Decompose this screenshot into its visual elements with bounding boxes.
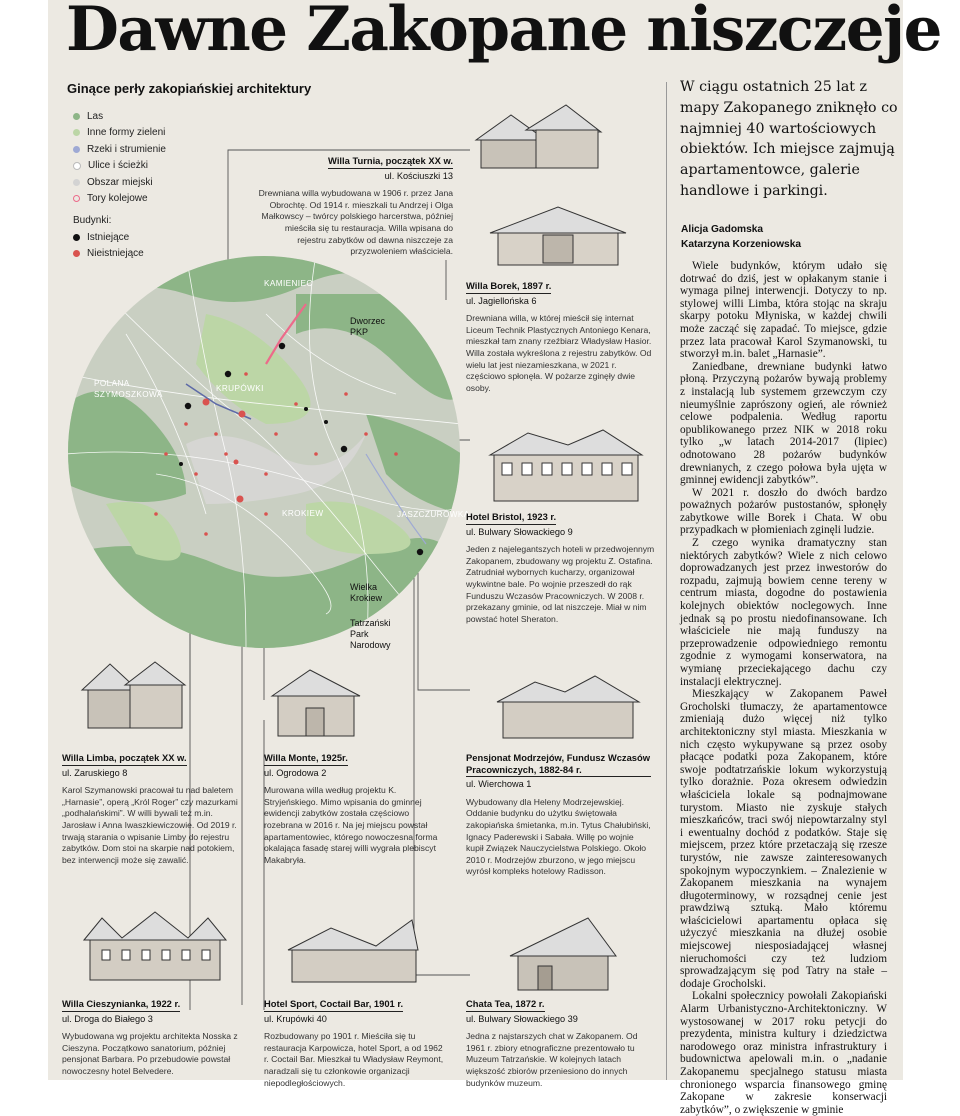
entry-text: Karol Szymanowski pracował tu nad baletem „Harnasie”, operą „Król Roger” czy mazurkami „podhalańskimi”. W willi bywali też m.in. Jarosław i Anna Iwaszkiewiczowie. Od 2019 r. trwają starania o wpisanie Limby do rejestru zabytków. Dom stoi na skarpie nad potokiem, bez interwencji może się zawalić.	[62, 785, 238, 865]
entry-willa-borek	[466, 280, 654, 394]
illustration-cieszynianka	[82, 910, 228, 984]
lead-paragraph: W ciągu ostatnich 25 lat z mapy Zakopanego zniknęło co najmniej 40 wartościowych obiektów. Ich miejsce zajmują apartamentowce, galerie handlowe i parkingi.	[680, 79, 898, 199]
map-label-krupowki: KRUPÓWKI	[216, 384, 264, 393]
entry-address: ul. Droga do Białego 3	[62, 1013, 153, 1024]
city-map	[66, 254, 462, 650]
entry-hotel-sport	[264, 998, 449, 1089]
legend-label: Obszar miejski	[87, 176, 153, 188]
entry-text: Murowana willa według projektu K. Stryjeńskiego. Mimo wpisania do gminnej ewidencji zabytków została częściowo rozebrana w 2016 r. Na jej miejscu powstał apartamentowiec, którego nowoczesna forma okalająca fasadę starej willi wygrała plebiscyt Makabryła.	[264, 785, 438, 865]
entry-address: ul. Wierchowa 1	[466, 779, 532, 790]
article-paragraph: Wiele budynków, którym udało się dotrwać do dziś, jest w opłakanym stanie i wymaga pilnej interwencji. Dotyczy to np. stylowej willi Limba, która stojąc na skraju skarpy potoku Młyniska, w każdej chwili może zacząć się zapadać. To miejsce, gdzie przez lata pracował Karol Szymanowski, tu stworzył m.in. balet „Harnasie”.	[680, 260, 887, 361]
callout-krokiew: Wielka Krokiew	[350, 582, 383, 603]
article-paragraph: W 2021 r. doszło do dwóch bardzo poważnych pożarów pustostanów, spłonęły zabytkowe wille Borek i Chata. W obu przypadkach w płomieniach zginęli ludzie.	[680, 486, 887, 537]
illustration-modrzejow	[495, 672, 641, 742]
legend-label: Nieistniejące	[87, 248, 144, 260]
entry-address: ul. Kościuszki 13	[384, 170, 453, 181]
legend-label: Las	[87, 110, 104, 122]
entry-address: ul. Krupówki 40	[264, 1013, 327, 1024]
callout-tpn: Tatrzański Park Narodowy	[350, 618, 391, 650]
entry-willa-monte	[264, 752, 444, 866]
entry-title: Pensjonat Modrzejów, Fundusz Wczasów Pracowniczych, 1882-84 r.	[466, 752, 651, 777]
entry-text: Jeden z najelegantszych hoteli w przedwojennym Zakopanem, zbudowany wg projektu Z. Ostafina. Zatrudniał wybornych kucharzy, organizował wykwintne bale. Po wojnie przeszedł do rąk Funduszu Wczasów Pracowniczych. W 2008 r. przekazany gminie, od lat niszczeje. Miał w nim powstać hotel Sheraton.	[466, 544, 655, 624]
illustration-willa-monte	[270, 668, 366, 740]
map-label-polana: POLANA SZYMOSZKOWA	[94, 379, 163, 399]
illustration-chata-tea	[508, 916, 618, 994]
entry-text: Wybudowana wg projektu architekta Nosska z Cieszyna. Początkowo sanatorium, później pensjonat Barbara. Po przebudowie powstał nowoczesny hotel Belvedere.	[62, 1031, 238, 1076]
entry-title: Chata Tea, 1872 r.	[466, 998, 545, 1012]
entry-text: Wybudowany dla Heleny Modrzejewskiej. Oddanie budynku do użytku świętowała zakopiańska śmietanka, m.in. Tytus Chałubiński, Ignacy Paderewski i Sabała. Willę po wojnie kupił Związek Nauczycielstwa Polskiego. Około 2010 r. Modrzejów zburzono, w jego miejscu wyrósł kompleks hotelowy Radisson.	[466, 796, 651, 877]
author-name: Alicja Gadomska	[681, 224, 764, 235]
legend-label: Rzeki i strumienie	[87, 143, 166, 155]
entry-title: Willa Turnia, początek XX w.	[328, 155, 453, 169]
entry-title: Willa Monte, 1925r.	[264, 752, 348, 766]
entry-title: Hotel Sport, Coctail Bar, 1901 r.	[264, 998, 403, 1012]
article-paragraph: Zaniedbane, drewniane budynki łatwo płoną. Przyczyną pożarów bywają problemy z instalacją lub systemem grzewczym czy nieumyślnie zaprószony ogień, ale również celowe podpalenia. Według raportu opublikowanego przez NIK w 2018 roku tylko „w latach 2014-2017 (lipiec) odnotowano 28 pożarów budynków drewnianych, z czego połowa była ujęta w gminnej ewidencji zabytków”.	[680, 360, 887, 487]
legend-label: Istniejące	[87, 231, 130, 243]
entry-address: ul. Jagiellońska 6	[466, 295, 537, 306]
entry-cieszynianka	[62, 998, 247, 1078]
headline: Dawne Zakopane niszczeje	[66, 0, 941, 65]
entry-willa-limba	[62, 752, 247, 866]
infographic-title: Ginące perły zakopiańskiej architektury	[67, 81, 312, 96]
author-name: Katarzyna Korzeniowska	[681, 239, 802, 250]
article-paragraph: Lokalni społecznicy powołali Zakopiański Alarm Urbanistyczno-Architektoniczny. W wystosowanej w 2017 roku petycji do prezydenta, ministra kultury i dziedzictwa narodowego oraz ministra infrastruktury i budownictwa apelowali m.in. o „nadanie Zakopanemu specjalnego statusu miasta chronionego wsparcia finansowego gminę Zakopane w zakresie konserwacji zabytków”, o zwiększenie w gminie	[680, 990, 887, 1116]
entry-text: Rozbudowany po 1901 r. Mieściła się tu restauracja Karpowicza, hotel Sport, a od 1962 r. Coctail Bar. Mieszkał tu Władysław Reymont, naradzali się tu członkowie organizacji niepodległościowych.	[264, 1031, 444, 1088]
buildings-legend-title: Budynki:	[73, 214, 112, 226]
legend-label: Tory kolejowe	[87, 193, 148, 205]
callout-dworzec: Dworzec PKP	[350, 316, 386, 337]
entry-address: ul. Ogrodowa 2	[264, 767, 327, 778]
legend-label: Inne formy zieleni	[87, 127, 166, 139]
illustration-willa-limba	[80, 660, 190, 732]
illustration-willa-turnia	[466, 100, 606, 172]
entry-address: ul. Bulwary Słowackiego 39	[466, 1013, 578, 1024]
entry-address: ul. Bulwary Słowackiego 9	[466, 526, 573, 537]
entry-title: Willa Borek, 1897 r.	[466, 280, 551, 294]
entry-hotel-bristol	[466, 511, 656, 625]
illustration-hotel-bristol	[488, 425, 644, 503]
byline	[681, 222, 801, 252]
entry-text: Drewniana willa wybudowana w 1906 r. przez Jana Obrochtę. Od 1914 r. mieszkali tu Andrzej i Olga Małkowscy – twórcy polskiego harcerstwa, później mieściła się tu restauracja. Willa wpisana do rejestru zabytków od dawna niszczeje za przyzwoleniem właściciela.	[258, 188, 453, 257]
entry-title: Hotel Bristol, 1923 r.	[466, 511, 556, 525]
entry-modrzejow	[466, 752, 651, 878]
article-body	[680, 260, 887, 1116]
map-label-krokiew: KROKIEW	[282, 509, 324, 518]
map-label-jaszczurowka: JASZCZURÓWKA	[397, 510, 470, 519]
column-divider	[666, 82, 667, 1080]
legend-label: Ulice i ścieżki	[88, 160, 149, 172]
illustration-hotel-sport	[286, 910, 420, 984]
entry-text: Drewniana willa, w której mieścił się internat Liceum Technik Plastycznych Antoniego Kenara, mieszkał tam znany rzeźbiarz Władysław Hasior. Willa została wykreślona z rejestru zabytków. Od wielu lat jest niezamieszkana, w 2021 r. częściowo spłonęła. W pożarze zginęły dwie osoby.	[466, 313, 652, 393]
entry-address: ul. Zaruskiego 8	[62, 767, 128, 778]
article-paragraph: Mieszkający w Zakopanem Paweł Grocholski tłumaczy, że apartamentowce zmieniają dużo więcej niż tylko architektoniczny styl miasta. Mieszkania w nich często wykupywane są przez osoby płacące podatki poza Zakopanem, które swoje podtatrzańskie lokum wykorzystują tylko dorażnie. Poza okresem odwiedzin właściciela lokale są podnajmowane turystom. Miasto nie zyskuje stałych mieszkańców, traci swój niepowtarzalny styl i ewentualny dochód z podatków. Staje się miejscem, przez które przetaczają się rzesze turystów, nie zawsze zainteresowanych spokojnym wypoczynkiem. – Znalezienie w Zakopanem mieszkania na wynajem długoterminowy, w rozsądnej cenie jest prawdziwą sztuką. Mało któremu właścicielowi apartamentu opłaca się użyczyć mieszkania na dłużej osobie miejscowej niesposiadającej własnej nieruchomości czy też ludziom sprowadzającym się pod Tatry na stałe – dodaje Grocholski.	[680, 688, 887, 990]
article-paragraph: Z czego wynika dramatyczny stan niektórych zabytków? Wiele z nich celowo doprowadzanych jest przez inwestorów do rozpadu, zajmują bowiem cenne tereny w centrum miasta, dogodne do postawienia kolejnych obiektów noclegowych. Inne jednak są po prostu niedofinansowane. Ich właściciele nie mają funduszy na przeprowadzenie odpowiedniego remontu zgodnie z wymogami konserwatora, na wymianę przeciekającego dachu czy instalacji elektrycznej.	[680, 537, 887, 688]
illustration-willa-borek	[488, 205, 628, 267]
entry-chata-tea	[466, 998, 656, 1089]
map-label-kamieniec: KAMIENIEC	[264, 279, 313, 288]
entry-title: Willa Limba, początek XX w.	[62, 752, 187, 766]
entry-title: Willa Cieszynianka, 1922 r.	[62, 998, 180, 1012]
entry-willa-turnia	[258, 155, 453, 258]
entry-text: Jedna z najstarszych chat w Zakopanem. Od 1961 r. zbiory etnograficzne prezentowało tu Muzeum Tatrzańskie. W kolejnych latach większość zbiorów przeniesiono do innych budynków muzeum.	[466, 1031, 638, 1088]
